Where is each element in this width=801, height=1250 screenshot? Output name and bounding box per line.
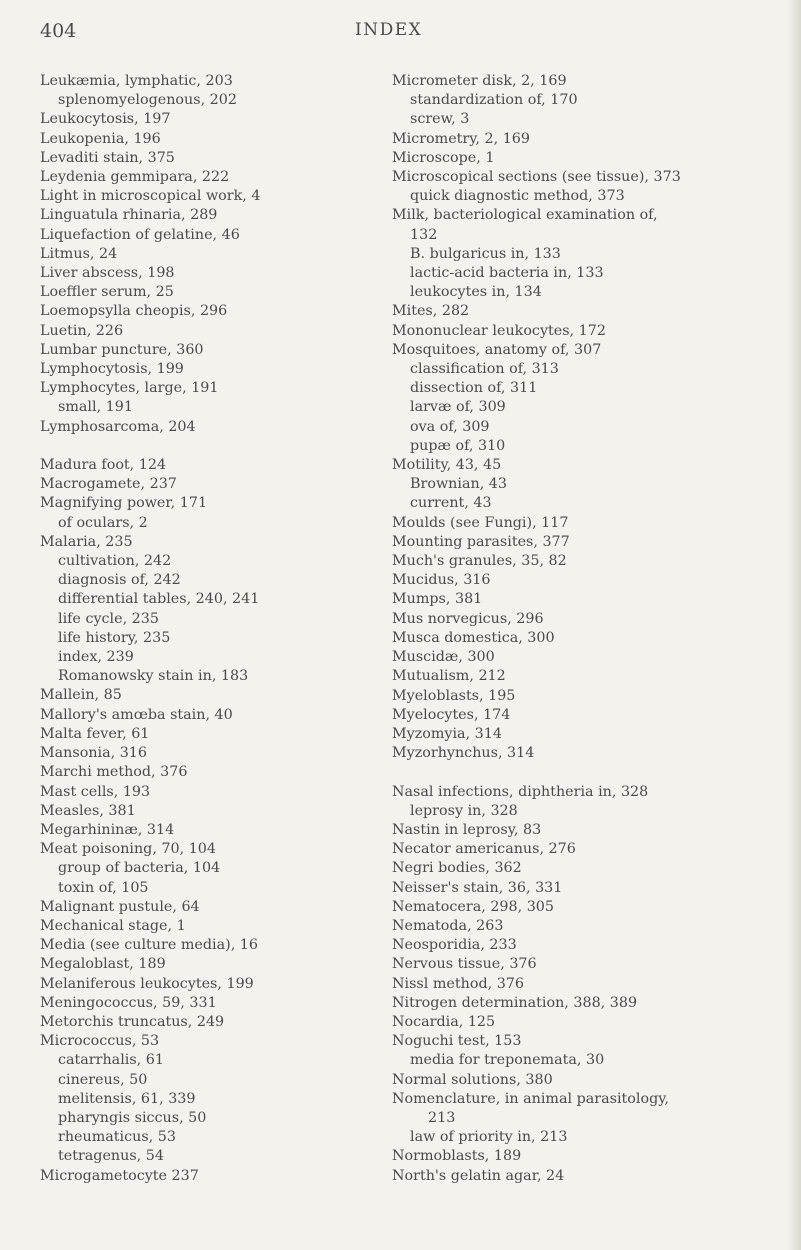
index-subentry: 132 xyxy=(410,226,438,243)
index-entry: Magnifying power, 171 xyxy=(40,495,208,512)
page-header xyxy=(40,20,760,50)
index-subentry: index, 239 xyxy=(58,649,134,666)
index-entry: Nematoda, 263 xyxy=(392,917,504,934)
index-entry: Mumps, 381 xyxy=(392,591,483,608)
index-entry: Lumbar puncture, 360 xyxy=(40,341,204,358)
index-entry: Mallory's amœba stain, 40 xyxy=(40,706,233,723)
index-entry: Light in microscopical work, 4 xyxy=(40,188,261,205)
section-gap xyxy=(392,763,797,782)
index-entry: Meningococcus, 59, 331 xyxy=(40,994,217,1011)
index-entry: Metorchis truncatus, 249 xyxy=(40,1013,225,1030)
index-subentry: 213 xyxy=(428,1109,456,1126)
index-subentry: quick diagnostic method, 373 xyxy=(410,188,625,205)
index-subentry: group of bacteria, 104 xyxy=(58,860,221,877)
index-entry: Mutualism, 212 xyxy=(392,668,506,685)
index-subentry: standardization of, 170 xyxy=(410,92,578,109)
index-entry: Microscopical sections (see tissue), 373 xyxy=(392,169,681,186)
index-entry: Normal solutions, 380 xyxy=(392,1071,553,1088)
index-subentry: of oculars, 2 xyxy=(58,514,148,531)
index-entry: Micrococcus, 53 xyxy=(40,1033,160,1050)
index-entry: Microgametocyte 237 xyxy=(40,1167,199,1184)
index-entry: Nastin in leprosy, 83 xyxy=(392,821,542,838)
index-subentry: splenomyelogenous, 202 xyxy=(58,92,237,109)
index-entry: Myzomyia, 314 xyxy=(392,725,502,742)
index-entry: Musca domestica, 300 xyxy=(392,629,555,646)
index-subentry: screw, 3 xyxy=(410,111,470,128)
index-entry: Loemopsylla cheopis, 296 xyxy=(40,303,228,320)
index-entry: Nomenclature, in animal parasitology, xyxy=(392,1090,669,1107)
page-edge-shadow xyxy=(787,0,801,1250)
index-entry: Muscidæ, 300 xyxy=(392,649,495,666)
index-subentry: dissection of, 311 xyxy=(410,380,538,397)
index-entry: Neosporidia, 233 xyxy=(392,937,517,954)
index-entry: Myzorhynchus, 314 xyxy=(392,745,535,762)
index-entry: Mononuclear leukocytes, 172 xyxy=(392,322,606,339)
index-entry: Nitrogen determination, 388, 389 xyxy=(392,994,638,1011)
index-entry: Lymphocytosis, 199 xyxy=(40,361,184,378)
index-entry: Malignant pustule, 64 xyxy=(40,898,200,915)
index-subentry: ova of, 309 xyxy=(410,418,490,435)
index-subentry: pharyngis siccus, 50 xyxy=(58,1109,207,1126)
index-entry: Malta fever, 61 xyxy=(40,725,150,742)
index-entry: Meat poisoning, 70, 104 xyxy=(40,841,216,858)
index-subentry: life cycle, 235 xyxy=(58,610,159,627)
index-entry: Mallein, 85 xyxy=(40,687,122,704)
index-entry: Measles, 381 xyxy=(40,802,136,819)
index-subentry: catarrhalis, 61 xyxy=(58,1052,164,1069)
index-entry: Leydenia gemmipara, 222 xyxy=(40,169,230,186)
index-entry: Madura foot, 124 xyxy=(40,457,167,474)
index-entry: Litmus, 24 xyxy=(40,245,118,262)
index-entry: Liquefaction of gelatine, 46 xyxy=(40,226,240,243)
index-entry: North's gelatin agar, 24 xyxy=(392,1167,565,1184)
index-subentry: current, 43 xyxy=(410,495,492,512)
index-entry: Mast cells, 193 xyxy=(40,783,151,800)
index-entry: Linguatula rhinaria, 289 xyxy=(40,207,218,224)
index-entry: Mus norvegicus, 296 xyxy=(392,610,544,627)
running-head: INDEX xyxy=(355,20,423,40)
page-number: 404 xyxy=(40,20,77,42)
index-subentry: leprosy in, 328 xyxy=(410,802,518,819)
index-entry: Levaditi stain, 375 xyxy=(40,149,175,166)
index-column-left xyxy=(40,72,390,1186)
index-entry: Nocardia, 125 xyxy=(392,1013,496,1030)
index-entry: Mounting parasites, 377 xyxy=(392,533,570,550)
index-entry: Macrogamete, 237 xyxy=(40,476,177,493)
index-subentry: diagnosis of, 242 xyxy=(58,572,181,589)
index-entry: Lymphocytes, large, 191 xyxy=(40,380,219,397)
index-subentry: Romanowsky stain in, 183 xyxy=(58,668,249,685)
index-subentry: pupæ of, 310 xyxy=(410,437,506,454)
index-entry: Myelocytes, 174 xyxy=(392,706,511,723)
index-entry: Lymphosarcoma, 204 xyxy=(40,418,196,435)
index-column-right xyxy=(392,72,797,1186)
index-subentry: melitensis, 61, 339 xyxy=(58,1090,196,1107)
index-entry: Nematocera, 298, 305 xyxy=(392,898,554,915)
index-entry: Mansonia, 316 xyxy=(40,745,147,762)
index-entry: Leukocytosis, 197 xyxy=(40,111,171,128)
index-entry: Motility, 43, 45 xyxy=(392,457,502,474)
index-entry: Loeffler serum, 25 xyxy=(40,284,174,301)
index-entry: Micrometer disk, 2, 169 xyxy=(392,73,567,89)
index-subentry: differential tables, 240, 241 xyxy=(58,591,260,608)
index-subentry: rheumaticus, 53 xyxy=(58,1129,176,1146)
index-subentry: larvæ of, 309 xyxy=(410,399,506,416)
index-entry: Moulds (see Fungi), 117 xyxy=(392,514,569,531)
index-entry: Leukæmia, lymphatic, 203 xyxy=(40,73,233,89)
index-entry: Milk, bacteriological examination of, xyxy=(392,207,658,224)
index-entry: Noguchi test, 153 xyxy=(392,1033,522,1050)
index-subentry: media for treponemata, 30 xyxy=(410,1052,605,1069)
index-entry: Liver abscess, 198 xyxy=(40,265,175,282)
index-entry: Neisser's stain, 36, 331 xyxy=(392,879,563,896)
index-entry: Normoblasts, 189 xyxy=(392,1148,522,1165)
index-entry: Malaria, 235 xyxy=(40,533,133,550)
index-subentry: small, 191 xyxy=(58,399,133,416)
index-entry: Mucidus, 316 xyxy=(392,572,491,589)
index-entry: Megaloblast, 189 xyxy=(40,956,166,973)
index-entry: Nissl method, 376 xyxy=(392,975,524,992)
index-entry: Necator americanus, 276 xyxy=(392,841,576,858)
index-subentry: classification of, 313 xyxy=(410,361,559,378)
index-entry: Mechanical stage, 1 xyxy=(40,917,186,934)
index-subentry: cultivation, 242 xyxy=(58,553,172,570)
index-entry: Media (see culture media), 16 xyxy=(40,937,258,954)
index-entry: Luetin, 226 xyxy=(40,322,124,339)
index-entry: Much's granules, 35, 82 xyxy=(392,553,567,570)
index-entry: Mosquitoes, anatomy of, 307 xyxy=(392,341,602,358)
index-entry: Negri bodies, 362 xyxy=(392,860,522,877)
index-entry: Myeloblasts, 195 xyxy=(392,687,516,704)
index-subentry: leukocytes in, 134 xyxy=(410,284,542,301)
index-entry: Nervous tissue, 376 xyxy=(392,956,537,973)
index-entry: Microscope, 1 xyxy=(392,149,495,166)
index-entry: Nasal infections, diphtheria in, 328 xyxy=(392,783,649,800)
index-subentry: lactic-acid bacteria in, 133 xyxy=(410,265,604,282)
index-entry: Megarhininæ, 314 xyxy=(40,821,175,838)
index-subentry: Brownian, 43 xyxy=(410,476,507,493)
index-entry: Marchi method, 376 xyxy=(40,764,188,781)
index-subentry: toxin of, 105 xyxy=(58,879,149,896)
section-gap xyxy=(40,437,390,456)
index-subentry: B. bulgaricus in, 133 xyxy=(410,245,561,262)
index-subentry: life history, 235 xyxy=(58,629,171,646)
index-entry: Melaniferous leukocytes, 199 xyxy=(40,975,254,992)
index-entry: Mites, 282 xyxy=(392,303,470,320)
index-subentry: tetragenus, 54 xyxy=(58,1148,164,1165)
index-entry: Micrometry, 2, 169 xyxy=(392,130,530,147)
index-subentry: cinereus, 50 xyxy=(58,1071,148,1088)
index-entry: Leukopenia, 196 xyxy=(40,130,161,147)
index-subentry: law of priority in, 213 xyxy=(410,1129,568,1146)
